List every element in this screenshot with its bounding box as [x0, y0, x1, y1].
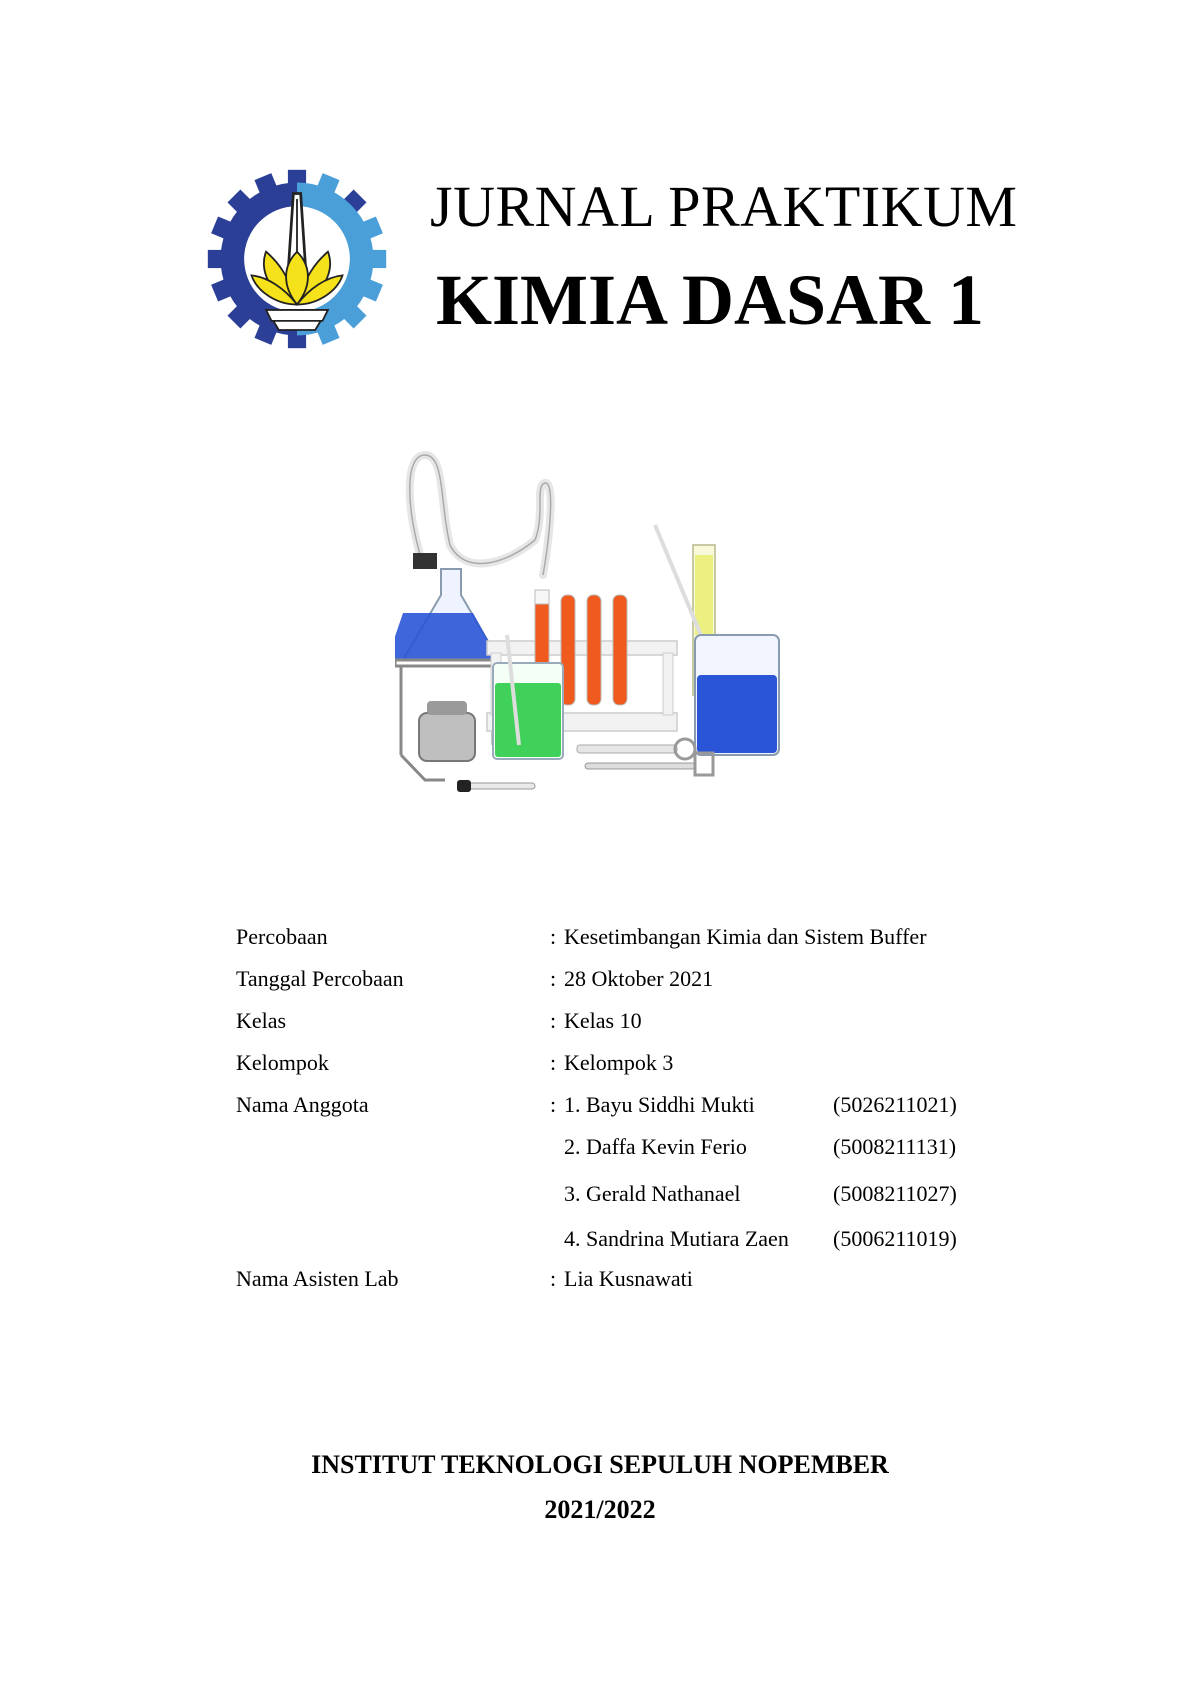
- journal-title: JURNAL PRAKTIKUM: [430, 174, 1018, 239]
- separator: :: [550, 966, 557, 991]
- course-title: KIMIA DASAR 1: [436, 260, 985, 340]
- laboratory-glassware-icon: [395, 445, 815, 825]
- member-nrp: (5006211019): [833, 1226, 957, 1251]
- tanggal-label: Tanggal Percobaan: [236, 966, 404, 991]
- erlenmeyer-flask: [395, 553, 499, 660]
- percobaan-value: Kesetimbangan Kimia dan Sistem Buffer: [564, 924, 927, 949]
- member-nrp: (5008211131): [833, 1134, 957, 1159]
- percobaan-label: Percobaan: [236, 924, 328, 949]
- academic-year: 2021/2022: [544, 1495, 656, 1524]
- kelompok-value: Kelompok 3: [564, 1050, 674, 1075]
- institution-name: INSTITUT TEKNOLOGI SEPULUH NOPEMBER: [311, 1450, 889, 1479]
- its-logo: [206, 168, 388, 350]
- separator: :: [550, 1092, 557, 1117]
- separator: :: [550, 1050, 557, 1075]
- kelompok-label: Kelompok: [236, 1050, 329, 1075]
- blue-beaker: [695, 635, 779, 755]
- separator: :: [550, 1266, 557, 1291]
- member-nrp: (5026211021): [833, 1092, 957, 1117]
- member-name: 1. Bayu Siddhi Mukti: [564, 1092, 755, 1117]
- member-nrp: (5008211027): [833, 1181, 957, 1206]
- member-name: 2. Daffa Kevin Ferio: [564, 1134, 747, 1159]
- tanggal-value: 28 Oktober 2021: [564, 966, 714, 991]
- asisten-label: Nama Asisten Lab: [236, 1266, 399, 1291]
- separator: :: [550, 924, 557, 949]
- kelas-label: Kelas: [236, 1008, 287, 1033]
- member-name: 4. Sandrina Mutiara Zaen: [564, 1226, 789, 1251]
- member-name: 3. Gerald Nathanael: [564, 1181, 741, 1206]
- separator: :: [550, 1008, 557, 1033]
- anggota-label: Nama Anggota: [236, 1092, 369, 1117]
- asisten-value: Lia Kusnawati: [564, 1266, 693, 1291]
- kelas-value: Kelas 10: [564, 1008, 642, 1033]
